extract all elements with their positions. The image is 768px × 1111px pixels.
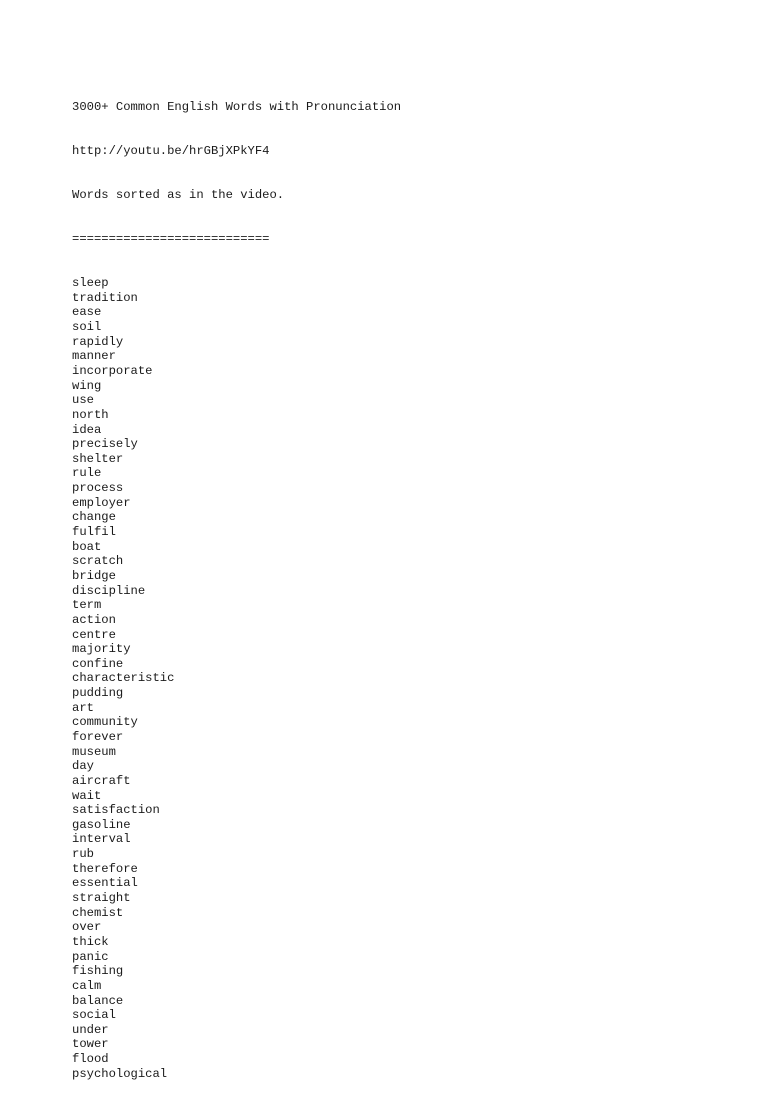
word-list-item: employer <box>72 495 131 510</box>
word-list-item: interval <box>72 832 131 847</box>
word-list-item: manner <box>72 349 116 364</box>
word-list-item: chemist <box>72 905 124 920</box>
word-list-item: straight <box>72 891 131 906</box>
word-list-item: term <box>72 598 102 613</box>
word-list-item: aircraft <box>72 773 131 788</box>
document-text <box>72 71 401 1111</box>
word-list-item: gasoline <box>72 817 131 832</box>
word-list-item: soil <box>72 320 102 335</box>
word-list-item: process <box>72 481 124 496</box>
word-list-item: shelter <box>72 451 124 466</box>
word-list-item: rub <box>72 847 94 862</box>
word-list-item: fishing <box>72 964 124 979</box>
word-list-item: day <box>72 759 94 774</box>
word-list-item: boat <box>72 539 102 554</box>
word-list-item: discipline <box>72 583 146 598</box>
word-list-item: centre <box>72 627 116 642</box>
word-list-item: precisely <box>72 437 138 452</box>
word-list-item: north <box>72 407 109 422</box>
word-list-item: thick <box>72 934 109 949</box>
word-list-item: calm <box>72 978 102 993</box>
video-url: http://youtu.be/hrGBjXPkYF4 <box>72 144 270 159</box>
word-list-item: over <box>72 920 102 935</box>
word-list-item: use <box>72 393 94 408</box>
word-list-item: rule <box>72 466 102 481</box>
word-list-item: bridge <box>72 568 116 583</box>
word-list-item: community <box>72 715 138 730</box>
word-list-item: therefore <box>72 861 138 876</box>
word-list-item: flood <box>72 1052 109 1067</box>
word-list-item: fulfil <box>72 525 116 540</box>
word-list-item: ease <box>72 305 102 320</box>
word-list-item: confine <box>72 656 124 671</box>
word-list-item: wait <box>72 788 102 803</box>
document-title: 3000+ Common English Words with Pronunciation <box>72 100 402 115</box>
word-list-item: action <box>72 612 116 627</box>
word-list-item: wing <box>72 378 102 393</box>
separator-line: =========================== <box>72 232 270 247</box>
sort-note: Words sorted as in the video. <box>72 188 285 203</box>
word-list-item: psychological <box>72 1066 168 1081</box>
word-list-item: sleep <box>72 276 109 291</box>
word-list-item: art <box>72 700 94 715</box>
word-list-item: balance <box>72 993 124 1008</box>
word-list-item: idea <box>72 422 102 437</box>
word-list-item: incorporate <box>72 363 153 378</box>
word-list-item: tradition <box>72 290 138 305</box>
word-list-item: essential <box>72 876 138 891</box>
word-list-item: forever <box>72 729 124 744</box>
word-list-item: majority <box>72 642 131 657</box>
word-list-item: characteristic <box>72 671 175 686</box>
word-list-item: change <box>72 510 116 525</box>
word-list-item: social <box>72 1008 116 1023</box>
word-list-item: satisfaction <box>72 803 160 818</box>
word-list-item: panic <box>72 949 109 964</box>
word-list-item: pudding <box>72 686 124 701</box>
word-list-item: under <box>72 1022 109 1037</box>
word-list-item: scratch <box>72 554 124 569</box>
word-list-item: museum <box>72 744 116 759</box>
word-list <box>72 276 401 1081</box>
word-list-item: rapidly <box>72 334 124 349</box>
word-list-item: tower <box>72 1037 109 1052</box>
